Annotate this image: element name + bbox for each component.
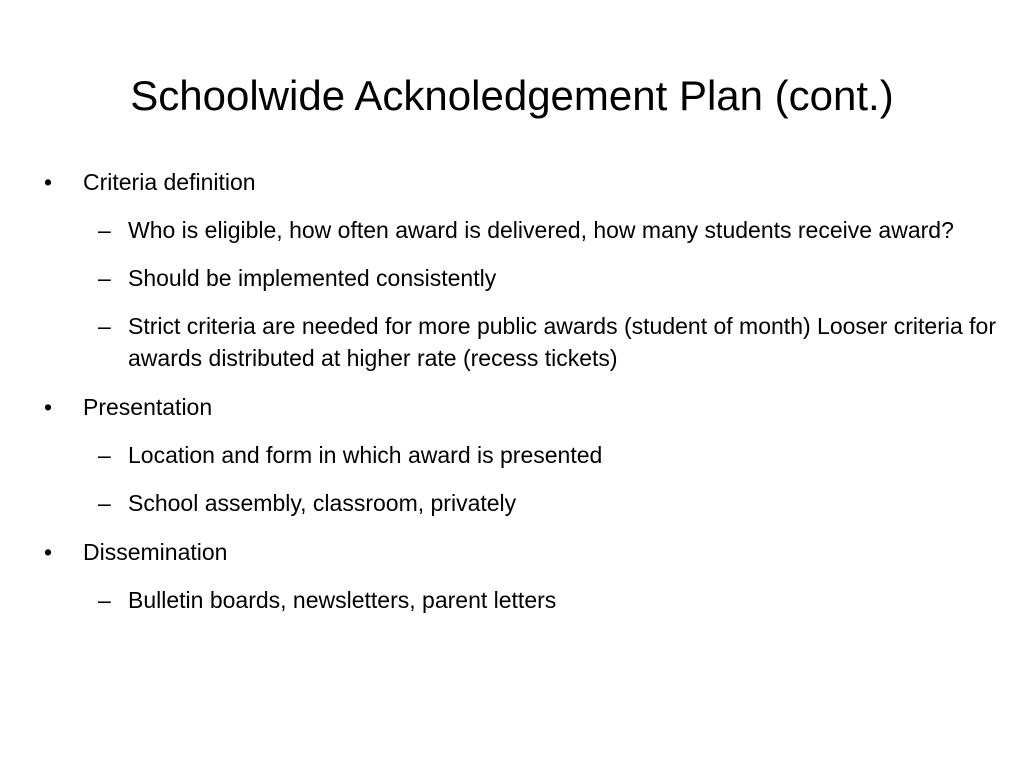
- sub-bullet-text: Bulletin boards, newsletters, parent letters: [128, 587, 557, 613]
- bullet-icon: •: [44, 539, 53, 565]
- bullet-dissemination: [44, 536, 1004, 568]
- sub-bullet-consistency: [44, 262, 1004, 294]
- sub-bullet-venues: [44, 487, 1004, 519]
- slide-title: Schoolwide Acknoledgement Plan (cont.): [130, 72, 894, 119]
- sub-bullet-eligibility: [44, 214, 1004, 246]
- sub-bullet-text: Who is eligible, how often award is delivered, how many students receive award?: [128, 217, 954, 243]
- sub-bullet-channels: [44, 584, 1004, 616]
- dash-icon: –: [98, 217, 111, 243]
- dash-icon: –: [98, 265, 111, 291]
- bullet-text: Presentation: [83, 394, 213, 420]
- sub-bullet-text: Strict criteria are needed for more public awards (student of month) Looser criteria for awards distributed at higher rate (recess tickets): [128, 313, 996, 371]
- slide-body: [44, 166, 1004, 616]
- bullet-presentation: [44, 391, 1004, 423]
- sub-bullet-text: Should be implemented consistently: [128, 265, 497, 291]
- sub-bullet-text: School assembly, classroom, privately: [128, 490, 517, 516]
- dash-icon: –: [98, 587, 111, 613]
- dash-icon: –: [98, 442, 111, 468]
- sub-bullet-strict-criteria: [44, 310, 1004, 374]
- bullet-text: Criteria definition: [83, 169, 256, 195]
- sub-bullet-location: [44, 439, 1004, 471]
- bullet-icon: •: [44, 169, 53, 195]
- sub-bullet-text: Location and form in which award is presented: [128, 442, 603, 468]
- bullet-icon: •: [44, 394, 53, 420]
- dash-icon: –: [98, 490, 111, 516]
- dash-icon: –: [98, 313, 111, 339]
- bullet-text: Dissemination: [83, 539, 228, 565]
- bullet-criteria-definition: [44, 166, 1004, 198]
